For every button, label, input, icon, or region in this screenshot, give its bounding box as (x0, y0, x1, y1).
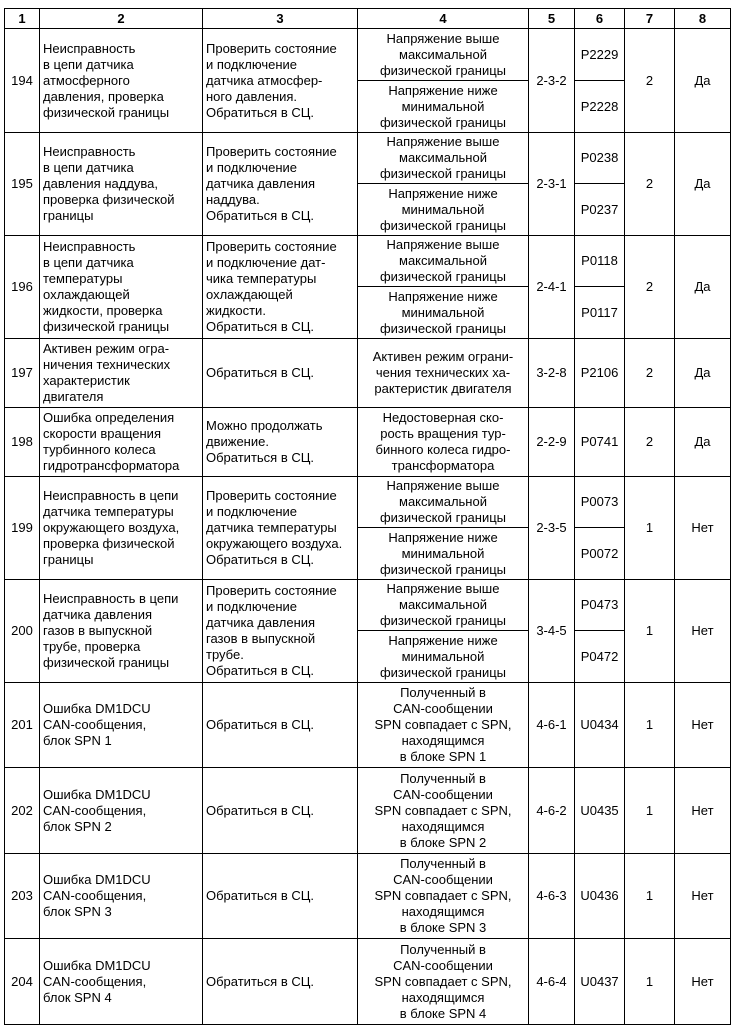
fault-condition: Напряжение ниже минимальной физической границы (358, 528, 529, 580)
stop-flag: Нет (675, 768, 731, 854)
fault-condition: Активен режим ограни- чения технических ха- рактеристик двигателя (358, 339, 529, 408)
stop-flag: Да (675, 29, 731, 133)
table-row (5, 29, 731, 81)
lamp-value: 2 (625, 236, 675, 339)
lamp-value: 2 (625, 133, 675, 236)
required-action: Можно продолжать движение. Обратиться в СЦ. (203, 408, 358, 477)
row-number: 201 (5, 683, 40, 768)
dtc-code: P0238 (575, 133, 625, 184)
row-number: 203 (5, 854, 40, 939)
fault-condition: Напряжение ниже минимальной физической границы (358, 184, 529, 236)
fault-name: Неисправность в цепи датчика давления наддува, проверка физической границы (40, 133, 203, 236)
lamp-value: 2 (625, 29, 675, 133)
fault-condition: Полученный в CAN-сообщении SPN совпадает с SPN, находящимся в блоке SPN 2 (358, 768, 529, 854)
row-number: 204 (5, 939, 40, 1025)
table-row (5, 339, 731, 408)
fault-condition: Напряжение выше максимальной физической границы (358, 477, 529, 528)
table-row (5, 133, 731, 184)
stop-flag: Нет (675, 683, 731, 768)
fault-name: Ошибка определения скорости вращения турбинного колеса гидротрансформатора (40, 408, 203, 477)
lamp-value: 2 (625, 339, 675, 408)
row-number: 196 (5, 236, 40, 339)
fault-code-table (4, 8, 731, 1025)
header-cell: 5 (529, 9, 575, 29)
required-action: Проверить состояние и подключение дат- чика температуры охлаждающей жидкости. Обратиться в СЦ. (203, 236, 358, 339)
required-action: Проверить состояние и подключение датчика давления наддува. Обратиться в СЦ. (203, 133, 358, 236)
dtc-code: P0118 (575, 236, 625, 287)
lamp-value: 1 (625, 477, 675, 580)
table-row (5, 477, 731, 528)
table-row (5, 236, 731, 287)
header-cell: 3 (203, 9, 358, 29)
fault-name: Ошибка DM1DCU CAN-сообщения, блок SPN 4 (40, 939, 203, 1025)
table-row (5, 408, 731, 477)
dtc-code: P0237 (575, 184, 625, 236)
blink-code: 2-4-1 (529, 236, 575, 339)
fault-name: Ошибка DM1DCU CAN-сообщения, блок SPN 1 (40, 683, 203, 768)
stop-flag: Да (675, 408, 731, 477)
fault-condition: Напряжение выше максимальной физической границы (358, 236, 529, 287)
row-number: 197 (5, 339, 40, 408)
fault-condition: Полученный в CAN-сообщении SPN совпадает с SPN, находящимся в блоке SPN 1 (358, 683, 529, 768)
header-cell: 4 (358, 9, 529, 29)
header-cell: 8 (675, 9, 731, 29)
lamp-value: 1 (625, 854, 675, 939)
table-row (5, 683, 731, 768)
table-row (5, 939, 731, 1025)
required-action: Обратиться в СЦ. (203, 768, 358, 854)
dtc-code: U0436 (575, 854, 625, 939)
table-header (5, 9, 731, 29)
required-action: Обратиться в СЦ. (203, 339, 358, 408)
blink-code: 3-4-5 (529, 580, 575, 683)
blink-code: 4-6-4 (529, 939, 575, 1025)
required-action: Проверить состояние и подключение датчика давления газов в выпускной трубе. Обратиться в СЦ. (203, 580, 358, 683)
fault-condition: Напряжение ниже минимальной физической границы (358, 81, 529, 133)
fault-condition: Полученный в CAN-сообщении SPN совпадает с SPN, находящимся в блоке SPN 3 (358, 854, 529, 939)
row-number: 194 (5, 29, 40, 133)
fault-condition: Недостоверная ско- рость вращения тур- бинного колеса гидро- трансформатора (358, 408, 529, 477)
fault-condition: Напряжение выше максимальной физической границы (358, 580, 529, 631)
row-number: 198 (5, 408, 40, 477)
blink-code: 2-3-2 (529, 29, 575, 133)
dtc-code: P0072 (575, 528, 625, 580)
header-cell: 6 (575, 9, 625, 29)
required-action: Проверить состояние и подключение датчика атмосфер- ного давления. Обратиться в СЦ. (203, 29, 358, 133)
blink-code: 4-6-3 (529, 854, 575, 939)
fault-condition: Напряжение выше максимальной физической границы (358, 133, 529, 184)
blink-code: 4-6-1 (529, 683, 575, 768)
lamp-value: 1 (625, 768, 675, 854)
lamp-value: 1 (625, 683, 675, 768)
blink-code: 4-6-2 (529, 768, 575, 854)
fault-condition: Напряжение ниже минимальной физической границы (358, 631, 529, 683)
dtc-code: U0434 (575, 683, 625, 768)
dtc-code: P0073 (575, 477, 625, 528)
stop-flag: Да (675, 339, 731, 408)
blink-code: 2-3-5 (529, 477, 575, 580)
table-body (5, 29, 731, 1025)
row-number: 200 (5, 580, 40, 683)
fault-name: Неисправность в цепи датчика температуры охлаждающей жидкости, проверка физической границы (40, 236, 203, 339)
lamp-value: 1 (625, 939, 675, 1025)
blink-code: 2-2-9 (529, 408, 575, 477)
header-row (5, 9, 731, 29)
stop-flag: Да (675, 236, 731, 339)
row-number: 202 (5, 768, 40, 854)
fault-name: Ошибка DM1DCU CAN-сообщения, блок SPN 3 (40, 854, 203, 939)
lamp-value: 2 (625, 408, 675, 477)
table-row (5, 768, 731, 854)
fault-name: Неисправность в цепи датчика атмосферного давления, проверка физической границы (40, 29, 203, 133)
dtc-code: U0435 (575, 768, 625, 854)
fault-condition: Полученный в CAN-сообщении SPN совпадает с SPN, находящимся в блоке SPN 4 (358, 939, 529, 1025)
required-action: Обратиться в СЦ. (203, 854, 358, 939)
fault-name: Ошибка DM1DCU CAN-сообщения, блок SPN 2 (40, 768, 203, 854)
stop-flag: Нет (675, 580, 731, 683)
stop-flag: Нет (675, 477, 731, 580)
table-row (5, 580, 731, 631)
blink-code: 3-2-8 (529, 339, 575, 408)
dtc-code: P2229 (575, 29, 625, 81)
dtc-code: P0741 (575, 408, 625, 477)
fault-name: Неисправность в цепи датчика температуры окружающего воздуха, проверка физической границы (40, 477, 203, 580)
fault-name: Активен режим огра- ничения технических характеристик двигателя (40, 339, 203, 408)
stop-flag: Нет (675, 939, 731, 1025)
fault-name: Неисправность в цепи датчика давления газов в выпускной трубе, проверка физической границы (40, 580, 203, 683)
stop-flag: Да (675, 133, 731, 236)
blink-code: 2-3-1 (529, 133, 575, 236)
fault-condition: Напряжение выше максимальной физической границы (358, 29, 529, 81)
header-cell: 7 (625, 9, 675, 29)
table-row (5, 854, 731, 939)
row-number: 199 (5, 477, 40, 580)
dtc-code: P0472 (575, 631, 625, 683)
dtc-code: P2228 (575, 81, 625, 133)
header-cell: 1 (5, 9, 40, 29)
header-cell: 2 (40, 9, 203, 29)
stop-flag: Нет (675, 854, 731, 939)
required-action: Проверить состояние и подключение датчика температуры окружающего воздуха. Обратиться в СЦ. (203, 477, 358, 580)
lamp-value: 1 (625, 580, 675, 683)
required-action: Обратиться в СЦ. (203, 683, 358, 768)
fault-condition: Напряжение ниже минимальной физической границы (358, 287, 529, 339)
dtc-code: U0437 (575, 939, 625, 1025)
required-action: Обратиться в СЦ. (203, 939, 358, 1025)
dtc-code: P0117 (575, 287, 625, 339)
row-number: 195 (5, 133, 40, 236)
dtc-code: P0473 (575, 580, 625, 631)
dtc-code: P2106 (575, 339, 625, 408)
